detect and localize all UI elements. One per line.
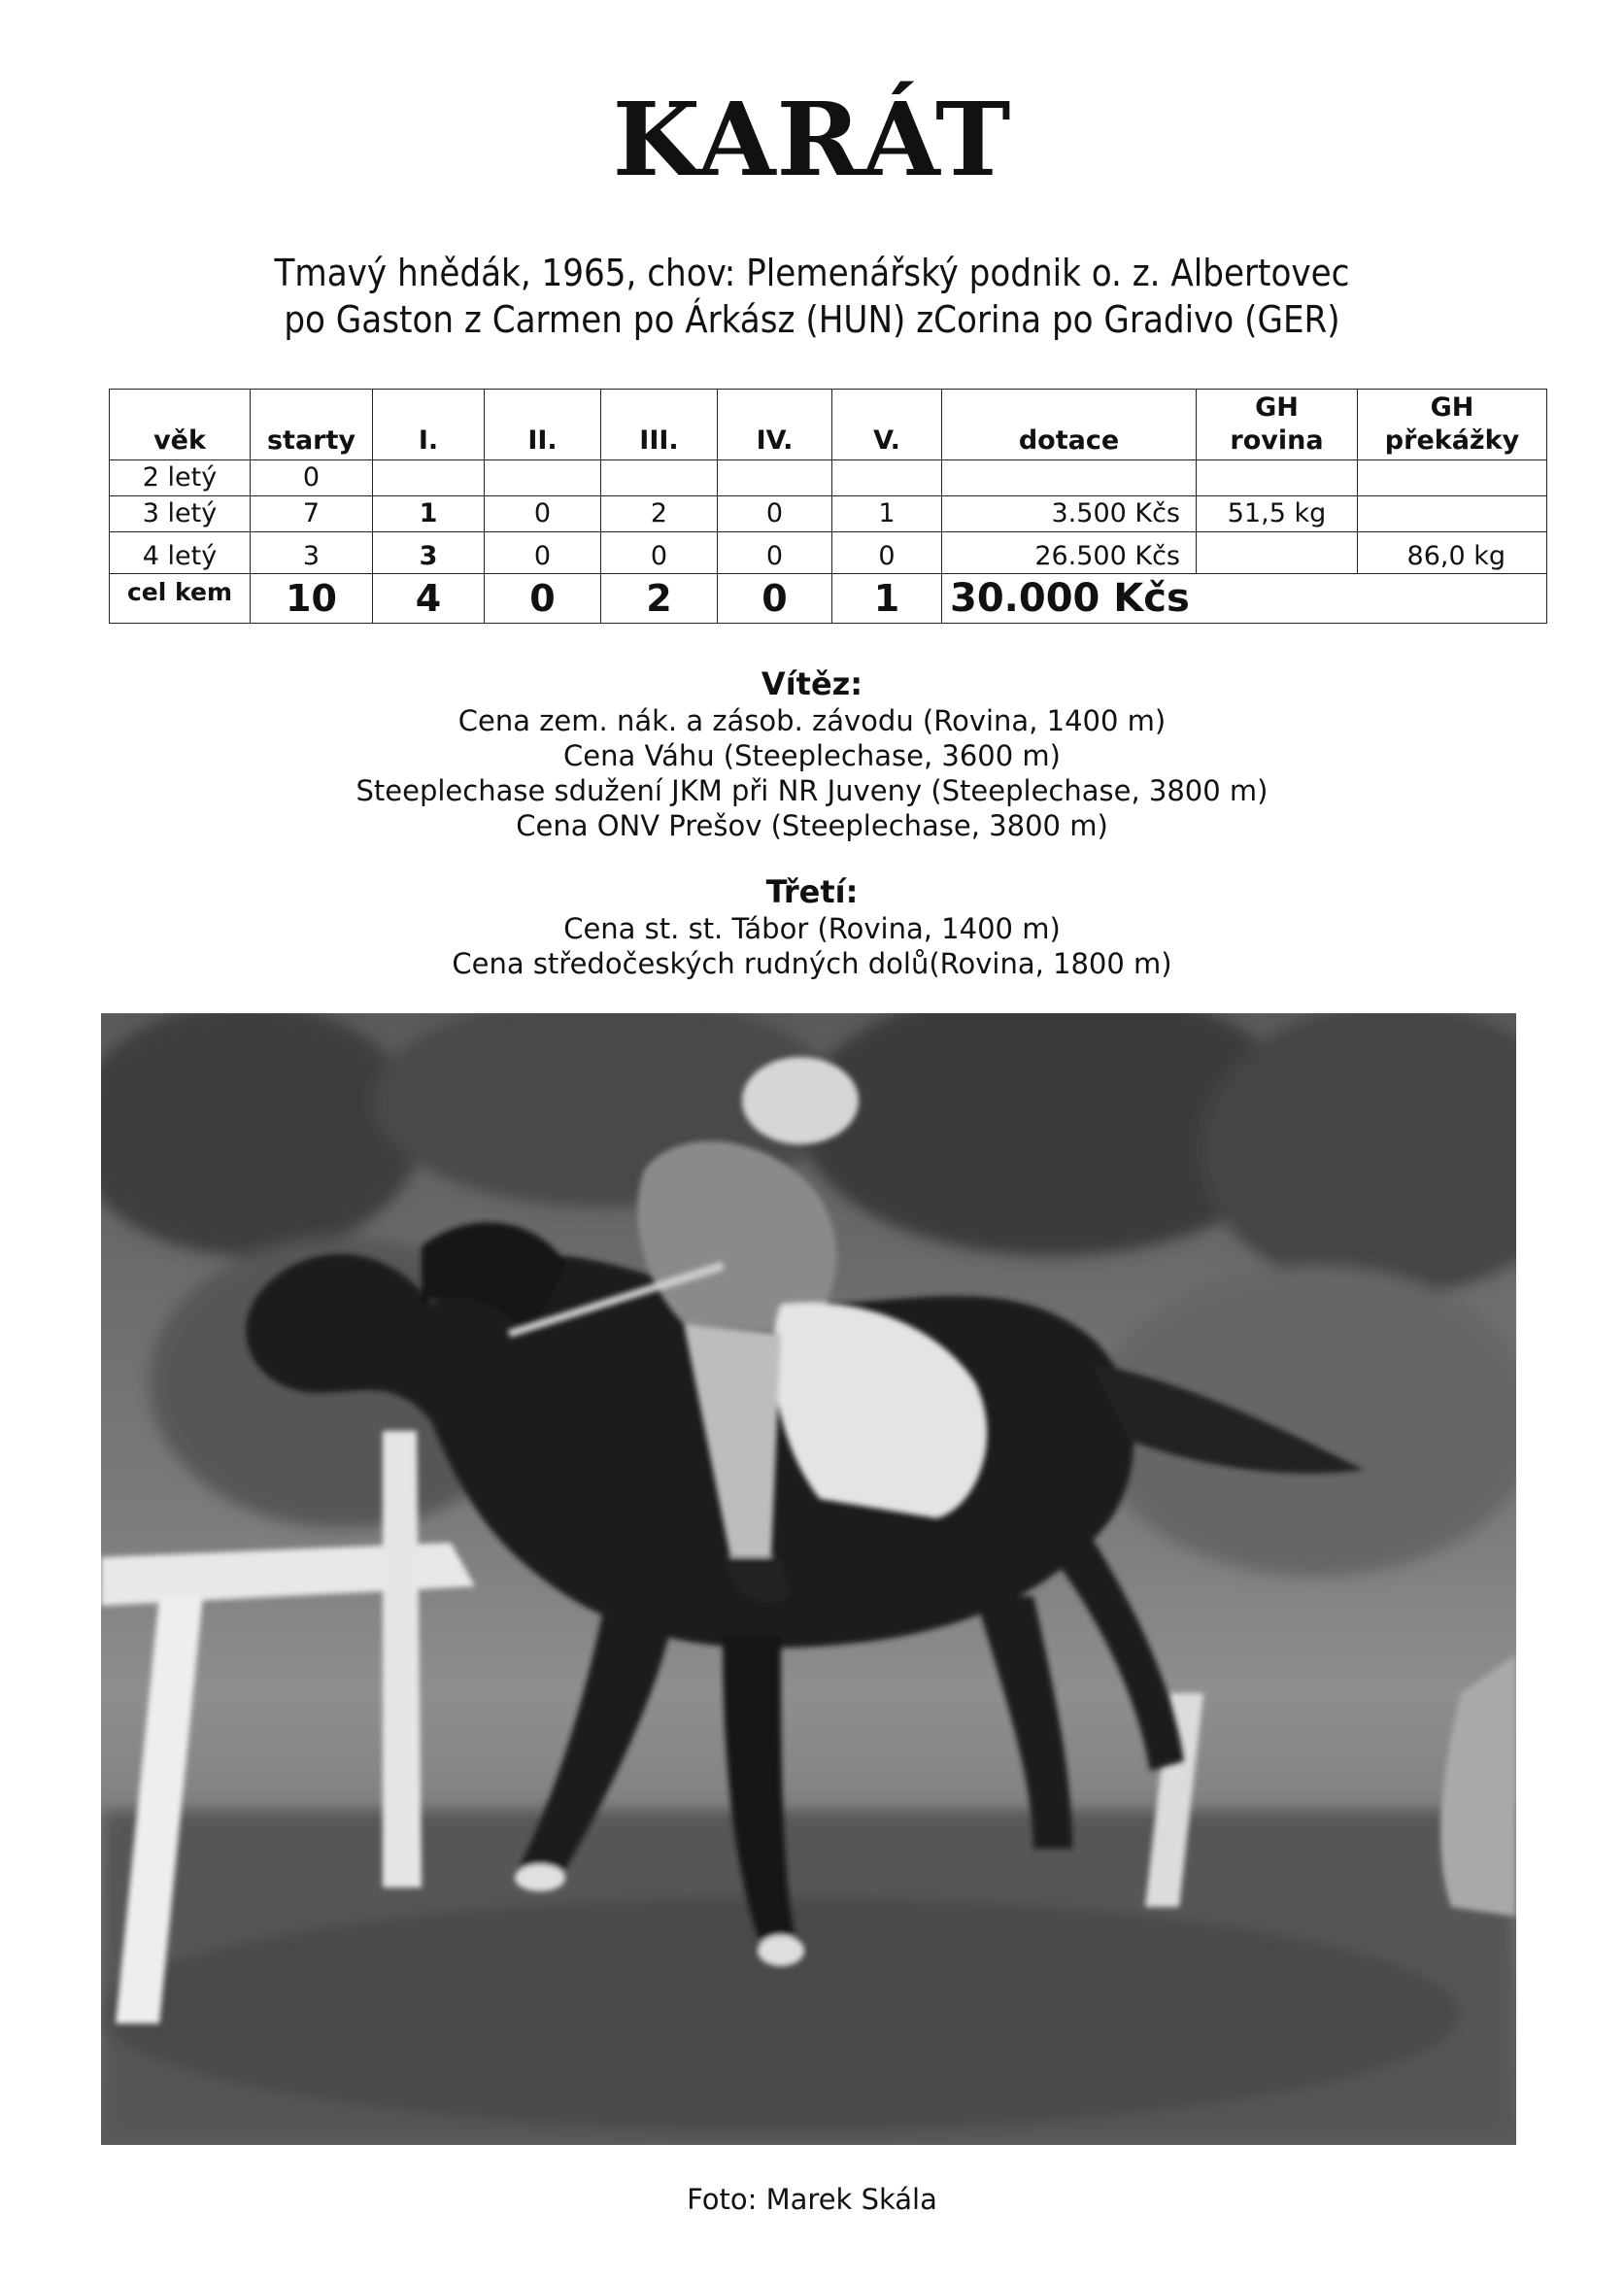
cell-starts: 3 [251,532,373,574]
header-gh-jump-2: překážky [1384,425,1520,456]
cell-starts: 0 [251,460,373,496]
header-gh-flat-2: rovina [1230,425,1324,456]
table-row [110,496,1547,532]
table-total-row [110,574,1547,624]
cell-fifth [832,460,942,496]
cell-second [485,460,601,496]
total-fourth: 0 [718,574,832,624]
winner-section [0,664,1624,843]
header-gh-flat-1: GH [1255,392,1299,423]
cell-gh-jump: 86,0 kg [1358,532,1547,574]
total-third: 2 [601,574,718,624]
total-fifth: 1 [832,574,942,624]
cell-gh-flat [1197,532,1358,574]
cell-third [601,460,718,496]
winner-race: Cena ONV Prešov (Steeplechase, 3800 m) [516,809,1108,842]
photo-caption: Foto: Marek Skála [687,2183,937,2216]
cell-age: 2 letý [110,460,251,496]
total-starts: 10 [251,574,373,624]
header-gh-flat [1197,390,1358,460]
horse-description: Tmavý hnědák, 1965, chov: Plemenářský podnik o. z. Albertovec [274,252,1350,294]
third-race: Cena st. st. Tábor (Rovina, 1400 m) [563,912,1061,945]
table-row [110,460,1547,496]
race-statistics-table [109,389,1547,624]
header-second: II. [485,390,601,460]
header-fifth: V. [832,390,942,460]
header-fourth: IV. [718,390,832,460]
cell-third: 2 [601,496,718,532]
cell-fifth: 1 [832,496,942,532]
header-gh-jump [1358,390,1547,460]
cell-first: 1 [373,496,485,532]
cell-second: 0 [485,496,601,532]
total-label: cel kem [110,574,251,624]
cell-fourth [718,460,832,496]
header-gh-jump-1: GH [1430,392,1474,423]
cell-first [373,460,485,496]
cell-first: 3 [373,532,485,574]
header-starts: starty [251,390,373,460]
table-row [110,532,1547,574]
horse-pedigree: po Gaston z Carmen po Árkász (HUN) zCorina po Gradivo (GER) [284,298,1340,341]
racehorse-photo-illustration [101,1013,1516,2145]
header-first: I. [373,390,485,460]
cell-starts: 7 [251,496,373,532]
cell-gh-flat [1197,460,1358,496]
cell-fourth: 0 [718,532,832,574]
winner-race: Cena Váhu (Steeplechase, 3600 m) [563,739,1061,772]
cell-fourth: 0 [718,496,832,532]
header-prize: dotace [942,390,1197,460]
cell-prize: 3.500 Kčs [942,496,1197,532]
header-age: věk [110,390,251,460]
total-first: 4 [373,574,485,624]
cell-age: 3 letý [110,496,251,532]
racehorse-photo [101,1013,1516,2145]
third-race: Cena středočeských rudných dolů(Rovina, 1800 m) [452,947,1172,980]
third-place-section [0,872,1624,981]
table-header-row [110,390,1547,460]
cell-gh-jump [1358,496,1547,532]
total-prize: 30.000 Kčs [942,574,1547,624]
cell-prize: 26.500 Kčs [942,532,1197,574]
header-third: III. [601,390,718,460]
cell-prize [942,460,1197,496]
winner-race: Cena zem. nák. a zásob. závodu (Rovina, 1400 m) [457,704,1167,737]
third-heading: Třetí: [765,873,859,910]
cell-fifth: 0 [832,532,942,574]
winner-race: Steeplechase sdužení JKM při NR Juveny (Steeplechase, 3800 m) [355,774,1269,807]
cell-gh-flat: 51,5 kg [1197,496,1358,532]
cell-second: 0 [485,532,601,574]
total-second: 0 [485,574,601,624]
cell-third: 0 [601,532,718,574]
cell-gh-jump [1358,460,1547,496]
cell-age: 4 letý [110,532,251,574]
page-title: KARÁT [612,80,1012,199]
winner-heading: Vítěz: [761,665,863,702]
